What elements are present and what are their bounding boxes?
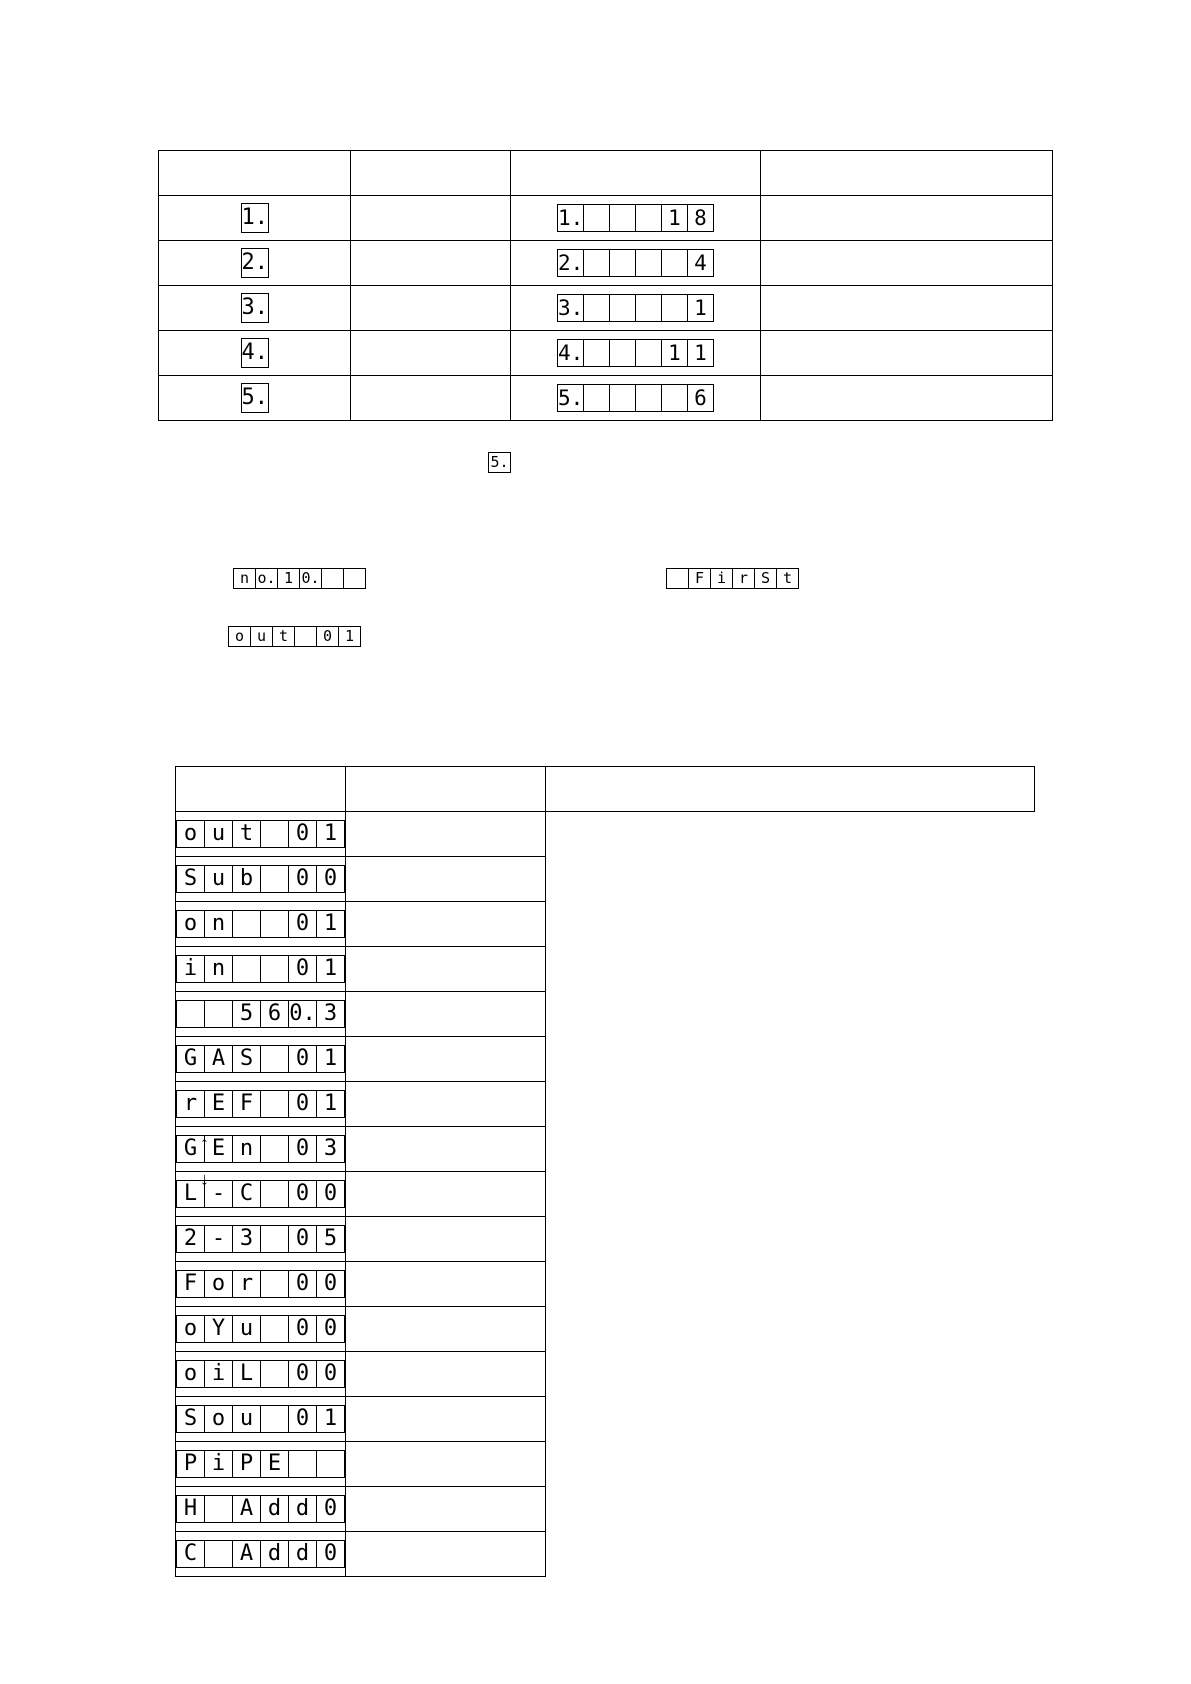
- seg-digit: L: [233, 1361, 261, 1387]
- seg-digit: 1: [323, 1091, 338, 1116]
- up-arrow-icon: ↑: [200, 1133, 209, 1153]
- seg-digit: 0: [323, 1271, 338, 1296]
- seg-digit: 3: [233, 1226, 261, 1252]
- seg-digit: E: [205, 1136, 233, 1162]
- seg-digit: 0: [289, 1361, 317, 1387]
- seg-digit: d: [261, 1541, 289, 1567]
- seg-display: [233, 568, 366, 589]
- seg-digit: o: [177, 821, 205, 847]
- seg-digit: 3: [323, 1001, 338, 1026]
- index-display: [241, 383, 269, 413]
- table-row: [176, 1127, 1035, 1172]
- seg-digit: 0: [323, 1541, 338, 1566]
- seg-digit: [667, 569, 689, 588]
- seg-digit: 3.: [558, 296, 584, 320]
- seg-digit: A: [233, 1496, 261, 1522]
- seg-digit: 6: [694, 386, 707, 410]
- seg-digit: 1.: [241, 205, 268, 230]
- index-display: [241, 338, 269, 368]
- seg-digit: Y: [205, 1316, 233, 1342]
- seg-digit: C: [233, 1181, 261, 1207]
- seg-digit: 0: [289, 1091, 317, 1117]
- table-row: [176, 857, 1035, 902]
- seg-digit: P: [233, 1451, 261, 1477]
- table-row: [159, 376, 1053, 421]
- seg-digit: 0.: [289, 1001, 316, 1026]
- seg-digit: [636, 205, 662, 231]
- seg-digit: 5: [323, 1226, 338, 1251]
- seg-digit: 0: [289, 1046, 317, 1072]
- seg-digit: [295, 627, 317, 646]
- seg-digit: 0: [317, 627, 339, 646]
- seg-digit: 3: [323, 1136, 338, 1161]
- seg-digit: r: [233, 1271, 261, 1297]
- seg-digit: [584, 250, 610, 276]
- seg-digit: [317, 1451, 344, 1477]
- seg-digit: 1.: [558, 206, 584, 230]
- seg-digit: F: [689, 569, 711, 588]
- seg-digit: [636, 340, 662, 366]
- display-first: [666, 568, 799, 589]
- seg-digit: F: [233, 1091, 261, 1117]
- seg-digit: [261, 911, 289, 937]
- seg-digit: r: [177, 1091, 205, 1117]
- seg-digit: 1: [344, 627, 355, 645]
- seg-digit: 5.: [241, 385, 268, 410]
- seg-digit: [610, 250, 636, 276]
- seg-digit: [662, 250, 688, 276]
- seg-digit: u: [233, 1406, 261, 1432]
- seg-digit: 0: [289, 956, 317, 982]
- seg-digit: [205, 1541, 233, 1567]
- seg-digit: 6: [261, 1001, 289, 1027]
- seg-digit: 0.: [300, 569, 322, 588]
- seg-digit: o: [205, 1406, 233, 1432]
- seg-digit: -: [205, 1226, 233, 1252]
- seg-digit: o.: [256, 569, 278, 588]
- parameter-table: [158, 150, 1053, 421]
- seg-digit: 2.: [558, 251, 584, 275]
- seg-digit: 5.: [558, 386, 584, 410]
- seg-digit: 3.: [241, 295, 268, 320]
- seg-digit: n: [233, 1136, 261, 1162]
- seg-digit: 1: [694, 296, 707, 320]
- seg-digit: [233, 956, 261, 982]
- seg-digit: o: [229, 627, 251, 646]
- menu-code-display: [176, 820, 345, 848]
- seg-digit: [610, 385, 636, 411]
- menu-code-display: [176, 865, 345, 893]
- seg-digit: u: [205, 821, 233, 847]
- display-no10: [233, 568, 366, 589]
- menu-code-display: [176, 955, 345, 983]
- seg-digit: [610, 205, 636, 231]
- seg-digit: A: [205, 1046, 233, 1072]
- table-row: [176, 1082, 1035, 1127]
- table-row: [176, 1487, 1035, 1532]
- seg-digit: [584, 385, 610, 411]
- seg-digit: o: [177, 1316, 205, 1342]
- menu-code-display: [176, 1540, 345, 1568]
- seg-digit: o: [205, 1271, 233, 1297]
- table-row: [159, 286, 1053, 331]
- seg-digit: [322, 569, 344, 588]
- down-arrow-icon: ↓: [200, 1169, 209, 1189]
- seg-digit: A: [233, 1541, 261, 1567]
- table-row: [176, 1442, 1035, 1487]
- seg-digit: d: [289, 1541, 317, 1567]
- seg-digit: [261, 1136, 289, 1162]
- menu-code-display: [176, 1090, 345, 1118]
- seg-digit: [261, 1271, 289, 1297]
- index-display: [241, 248, 269, 278]
- seg-digit: 0: [323, 866, 338, 891]
- seg-digit: b: [233, 866, 261, 892]
- menu-code-display: [176, 1045, 345, 1073]
- seg-digit: [205, 1001, 233, 1027]
- seg-digit: [584, 295, 610, 321]
- seg-digit: [636, 385, 662, 411]
- seg-digit: 5: [233, 1001, 261, 1027]
- seg-digit: [289, 1451, 317, 1477]
- seg-display: [228, 626, 361, 647]
- seg-digit: n: [205, 956, 233, 982]
- seg-digit: [636, 250, 662, 276]
- seg-digit: E: [261, 1451, 289, 1477]
- seg-digit: [233, 911, 261, 937]
- value-display: [557, 384, 714, 412]
- table-row: [176, 947, 1035, 992]
- seg-digit: L: [177, 1181, 205, 1207]
- table-row: [176, 1352, 1035, 1397]
- seg-digit: u: [205, 866, 233, 892]
- menu-code-display: [176, 910, 345, 938]
- seg-digit: o: [177, 911, 205, 937]
- seg-digit: n: [205, 911, 233, 937]
- key-column: [176, 767, 346, 812]
- index-display: [241, 203, 269, 233]
- menu-code-display: [176, 1450, 345, 1478]
- seg-digit: [177, 1001, 205, 1027]
- seg-digit: i: [205, 1361, 233, 1387]
- seg-digit: 1: [662, 340, 688, 366]
- seg-digit: [261, 821, 289, 847]
- seg-digit: [662, 385, 688, 411]
- seg-digit: [636, 295, 662, 321]
- seg-digit: 0: [323, 1496, 338, 1521]
- table-row: [159, 331, 1053, 376]
- seg-digit: S: [177, 866, 205, 892]
- table-row: [159, 196, 1053, 241]
- seg-display: [666, 568, 799, 589]
- seg-digit: r: [733, 569, 755, 588]
- seg-digit: i: [177, 956, 205, 982]
- seg-digit: [261, 1316, 289, 1342]
- seg-digit: S: [233, 1046, 261, 1072]
- seg-digit: 0: [289, 866, 317, 892]
- table-row: [176, 812, 1035, 857]
- table-header-row: [176, 767, 1035, 812]
- seg-digit: [261, 1226, 289, 1252]
- table-row: [176, 902, 1035, 947]
- index-display: [241, 293, 269, 323]
- menu-table: [175, 766, 1035, 1577]
- inline-digit-box: [488, 452, 511, 473]
- seg-digit: F: [177, 1271, 205, 1297]
- seg-digit: [344, 569, 365, 588]
- seg-digit: [261, 1406, 289, 1432]
- seg-digit: 4.: [241, 340, 268, 365]
- seg-digit: 1: [278, 569, 300, 588]
- seg-digit: G: [177, 1136, 205, 1162]
- seg-digit: 4.: [558, 341, 584, 365]
- seg-digit: 2: [177, 1226, 205, 1252]
- seg-digit: 2.: [241, 250, 268, 275]
- seg-digit: 0: [289, 1406, 317, 1432]
- menu-code-display: [176, 1225, 345, 1253]
- seg-digit: 0: [289, 1136, 317, 1162]
- menu-code-display: [176, 1000, 345, 1028]
- seg-digit: 0: [289, 1226, 317, 1252]
- seg-digit: n: [234, 569, 256, 588]
- seg-digit: S: [177, 1406, 205, 1432]
- seg-digit: [610, 295, 636, 321]
- seg-digit: d: [289, 1496, 317, 1522]
- seg-digit: [261, 1361, 289, 1387]
- seg-digit: G: [177, 1046, 205, 1072]
- table-row: [176, 1172, 1035, 1217]
- seg-digit: [662, 295, 688, 321]
- seg-digit: u: [233, 1316, 261, 1342]
- seg-digit: 1: [323, 1046, 338, 1071]
- seg-digit: 5.: [490, 453, 509, 471]
- menu-code-display: [176, 1270, 345, 1298]
- seg-digit: 1: [694, 341, 707, 365]
- seg-digit: H: [177, 1496, 205, 1522]
- table-row: [176, 1307, 1035, 1352]
- seg-digit: 1: [323, 821, 338, 846]
- seg-digit: [610, 340, 636, 366]
- menu-code-display: [176, 1315, 345, 1343]
- seg-digit: [261, 1091, 289, 1117]
- seg-digit: t: [233, 821, 261, 847]
- seg-digit: C: [177, 1541, 205, 1567]
- seg-digit: P: [177, 1451, 205, 1477]
- seg-digit: -: [205, 1181, 233, 1207]
- menu-code-display: [176, 1495, 345, 1523]
- seg-digit: i: [205, 1451, 233, 1477]
- seg-digit: [205, 1496, 233, 1522]
- seg-digit: 0: [323, 1181, 338, 1206]
- seg-digit: [261, 866, 289, 892]
- seg-digit: u: [251, 627, 273, 646]
- seg-digit: [261, 956, 289, 982]
- table-row: [176, 1262, 1035, 1307]
- seg-display: [488, 452, 511, 473]
- seg-digit: 1: [323, 911, 338, 936]
- seg-digit: o: [177, 1361, 205, 1387]
- seg-digit: 0: [323, 1316, 338, 1341]
- table-row: [176, 1532, 1035, 1577]
- seg-digit: [261, 1181, 289, 1207]
- value-display: [557, 249, 714, 277]
- seg-digit: [584, 340, 610, 366]
- seg-digit: 0: [289, 1181, 317, 1207]
- seg-digit: 0: [289, 911, 317, 937]
- seg-digit: 1: [323, 956, 338, 981]
- seg-digit: 0: [289, 1316, 317, 1342]
- table-row: [176, 1037, 1035, 1082]
- seg-digit: d: [261, 1496, 289, 1522]
- seg-digit: 1: [323, 1406, 338, 1431]
- seg-digit: E: [205, 1091, 233, 1117]
- menu-code-display: [176, 1360, 345, 1388]
- value-display: [557, 294, 714, 322]
- table-header-row: [159, 151, 1053, 196]
- seg-digit: [261, 1046, 289, 1072]
- seg-digit: 0: [289, 1271, 317, 1297]
- table-row: [159, 241, 1053, 286]
- seg-digit: S: [755, 569, 777, 588]
- table-row: [176, 1217, 1035, 1262]
- menu-code-display: [176, 1405, 345, 1433]
- seg-digit: t: [782, 569, 793, 587]
- seg-digit: 1: [662, 205, 688, 231]
- seg-digit: 0: [323, 1361, 338, 1386]
- seg-digit: 0: [289, 821, 317, 847]
- table-row: [176, 992, 1035, 1037]
- table-row: [176, 1397, 1035, 1442]
- display-out01: [228, 626, 361, 647]
- value-display: [557, 204, 714, 232]
- seg-digit: t: [273, 627, 295, 646]
- seg-digit: [584, 205, 610, 231]
- value-display: [557, 339, 714, 367]
- seg-digit: 8: [694, 206, 707, 230]
- seg-digit: i: [711, 569, 733, 588]
- seg-digit: 4: [694, 251, 707, 275]
